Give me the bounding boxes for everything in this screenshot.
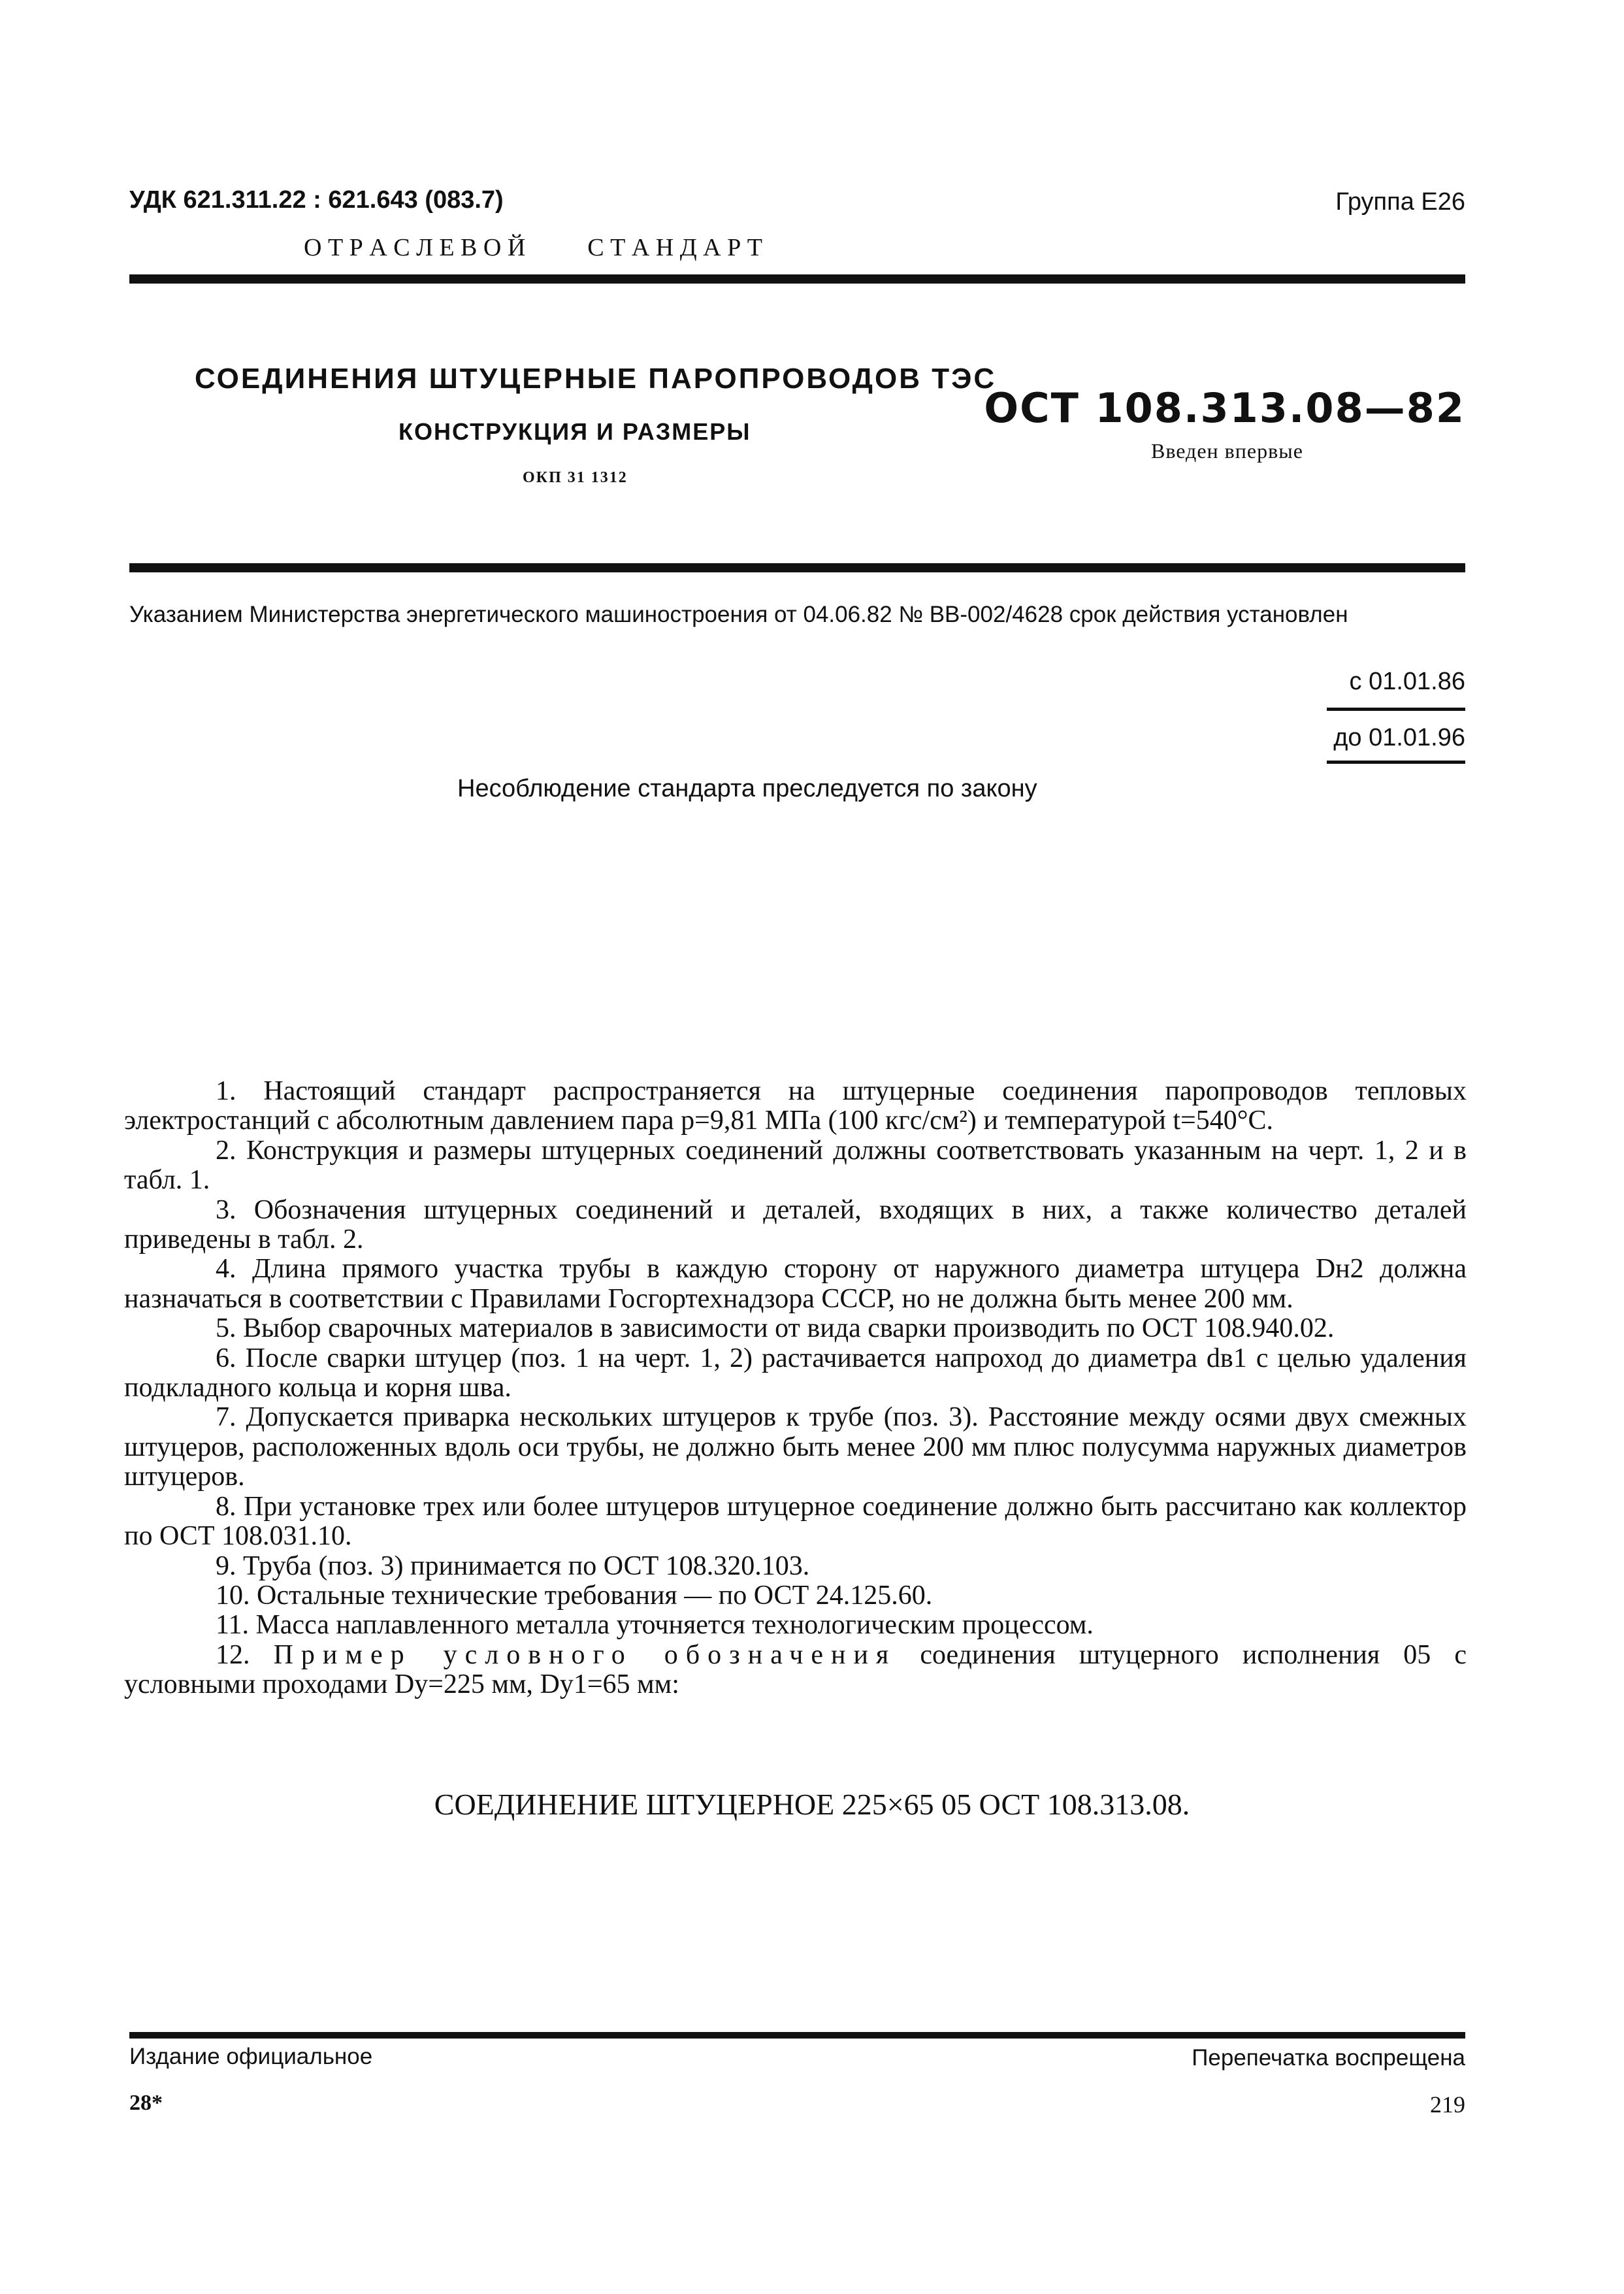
clause-12-rest: соединения штуцерного исполнения 05 с условными проходами Dу=225 мм, Dу1=65 мм:	[124, 1639, 1467, 1700]
clause-7: 7. Допускается приварка нескольких штуцеров к трубе (поз. 3). Расстояние между осями двух смежных штуцеров, расположенных вдоль оси трубы, не должно быть менее 200 мм плюс полусумма наружных диаметров штуцеров.	[124, 1402, 1467, 1492]
page-number: 219	[1430, 2091, 1465, 2118]
designation-example: СОЕДИНЕНИЕ ШТУЦЕРНОЕ 225×65 05 ОСТ 108.313.08.	[434, 1788, 1190, 1821]
banner-right: С Т А Н Д А Р Т	[587, 234, 762, 261]
clause-10: 10. Остальные технические требования — по ОСТ 24.125.60.	[216, 1580, 933, 1611]
introduced-note: Введен впервые	[1151, 439, 1303, 463]
okp-code: ОКП 31 1312	[523, 469, 628, 486]
clause-12-number: 12.	[216, 1639, 250, 1670]
standard-banner	[304, 233, 1284, 262]
edition-note: Издание официальное	[129, 2044, 373, 2069]
clauses-body	[124, 1077, 1467, 1700]
clause-5: 5. Выбор сварочных материалов в зависимости от вида сварки производить по ОСТ 108.940.02.	[216, 1313, 1335, 1344]
bottom-rule	[129, 2032, 1465, 2039]
clause-9: 9. Труба (поз. 3) принимается по ОСТ 108.320.103.	[216, 1550, 810, 1581]
sheet-mark: 28*	[129, 2091, 163, 2115]
clause-4: 4. Длина прямого участка трубы в каждую сторону от наружного диаметра штуцера Dн2 должна назначаться в соответствии с Правилами Госгортехнадзора СССР, но не должна быть менее 200 мм.	[124, 1254, 1467, 1314]
clause-2: 2. Конструкция и размеры штуцерных соединений должны соответствовать указанным на черт. 1, 2 и в табл. 1.	[124, 1135, 1467, 1196]
standard-number: ОСТ 108.313.08—82	[984, 384, 1465, 432]
clause-1: 1. Настоящий стандарт распространяется на штуцерные соединения паропроводов тепловых электростанций с абсолютным давлением пара p=9,81 МПа (100 кгс/см²) и температурой t=540°С.	[124, 1076, 1467, 1136]
clause-8: 8. При установке трех или более штуцеров штуцерное соединение должно быть рассчитано как коллектор по ОСТ 108.031.10.	[124, 1491, 1467, 1552]
clause-11: 11. Масса наплавленного металла уточняется технологическим процессом.	[216, 1610, 1094, 1641]
clause-6: 6. После сварки штуцер (поз. 1 на черт. 1, 2) растачивается напроход до диаметра dв1 с целью удаления подкладного кольца и корня шва.	[124, 1343, 1467, 1403]
udk-code: УДК 621.311.22 : 621.643 (083.7)	[129, 186, 504, 214]
valid-to-date: до 01.01.96	[1333, 724, 1465, 751]
group-code: Группа Е26	[1335, 188, 1465, 216]
top-rule	[129, 274, 1465, 284]
banner-left: О Т Р А С Л Е В О Й	[304, 234, 526, 261]
clause-12	[124, 1641, 1467, 1700]
valid-to-underline	[1327, 761, 1465, 764]
legal-warning: Несоблюдение стандарта преследуется по закону	[457, 775, 1037, 802]
reprint-note: Перепечатка воспрещена	[1192, 2045, 1465, 2071]
document-subtitle: КОНСТРУКЦИЯ И РАЗМЕРЫ	[398, 418, 751, 445]
mid-rule	[129, 563, 1465, 572]
valid-from-underline	[1327, 708, 1465, 711]
document-title: СОЕДИНЕНИЯ ШТУЦЕРНЫЕ ПАРОПРОВОДОВ ТЭС	[195, 363, 997, 395]
decree-text: Указанием Министерства энергетического машиностроения от 04.06.82 № ВВ-002/4628 срок действия установлен	[129, 602, 1348, 627]
clause-3: 3. Обозначения штуцерных соединений и деталей, входящих в них, а также количество деталей приведены в табл. 2.	[124, 1194, 1467, 1255]
valid-from-date: с 01.01.86	[1349, 668, 1465, 695]
clause-12-spaced: Пример условного обозначения	[273, 1639, 897, 1670]
